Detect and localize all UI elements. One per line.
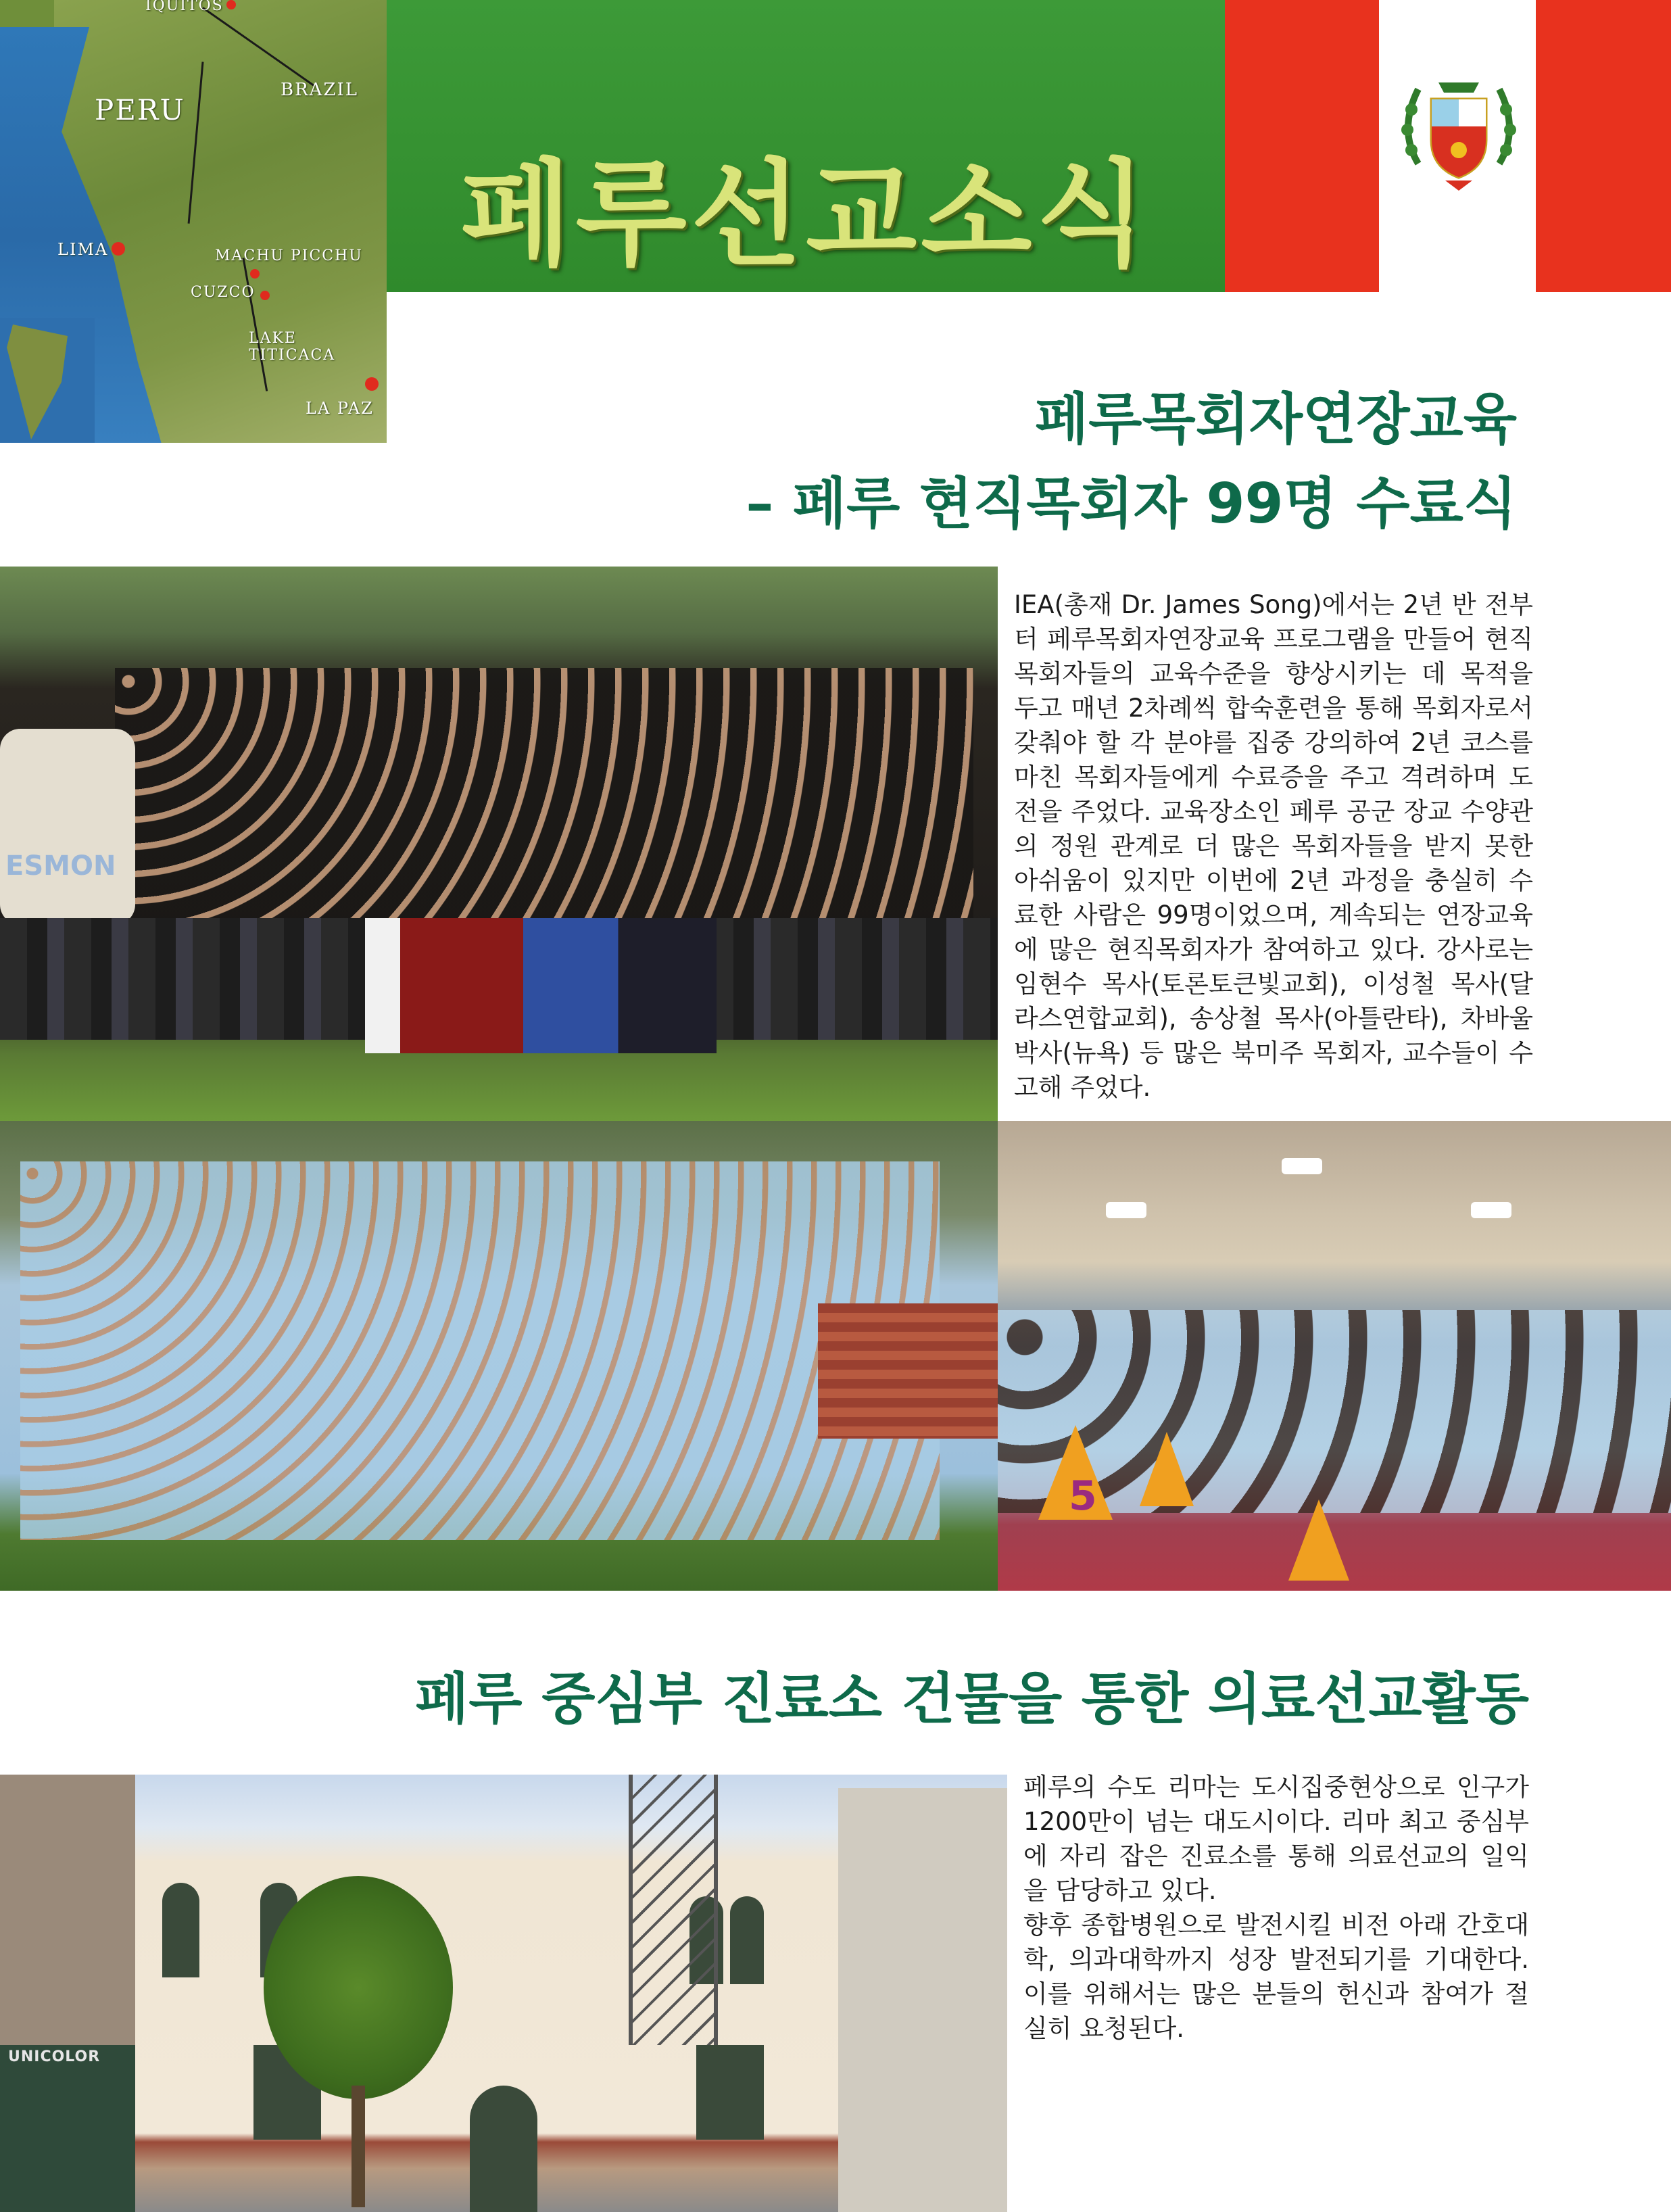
clinic-building-photo [0, 1775, 1007, 2212]
lima-marker [112, 242, 125, 256]
peru-flag-red-left [1225, 0, 1379, 292]
la-paz-marker [365, 377, 379, 391]
machu-picchu-marker [250, 269, 260, 279]
worship-hall-photo [998, 1121, 1671, 1591]
map-label-iquitos: IQUITOS [145, 0, 224, 14]
peru-flag-red-right [1536, 0, 1671, 292]
peru-coat-of-arms-icon [1391, 62, 1526, 197]
iquitos-marker [226, 0, 236, 9]
section1-title: 페루목회자연장교육 [1035, 387, 1517, 452]
map-label-machu-picchu: MACHU PICCHU [215, 247, 363, 264]
map-label-la-paz: LA PAZ [306, 399, 374, 418]
cuzco-marker [260, 291, 270, 300]
peru-map [0, 0, 387, 443]
esmon-sign: ESMON [0, 729, 135, 925]
map-label-brazil: BRAZIL [281, 80, 359, 100]
pastors-group-photo [0, 1121, 998, 1591]
section2-paragraph-a: 페루의 수도 리마는 도시집중현상으로 인구가 1200만이 넘는 대도시이다. 리마 최고 중심부에 자리 잡은 진료소를 통해 의료선교의 일익을 담당하고 있다. [1023, 1773, 1529, 1905]
section1-paragraph: IEA(총재 Dr. James Song)에서는 2년 반 전부터 페루목회자연장교육 프로그램을 만들어 현직목회자들의 교육수준을 향상시키는 데 목적을 두고 매년 2차례씩 합숙훈련을 통해 목회자로서 갖춰야 할 각 분야를 집중 강의하여 2년 코스를 마친 목회자들에게 수료증을 주고 격려하며 도전을 주었다. 교육장소인 페루 공군 장교 수양관의 정원 관계로 더 많은 목회자들을 받지 못한 아쉬움이 있지만 이번에 2년 과정을 충실히 수료한 사람은 99명이었으며, 계속되는 연장교육에 많은 현직목회자가 참여하고 있다. 강사로는 임현수 목사(토론토큰빛교회), 이성철 목사(달라스연합교회), 송상철 목사(아틀란타), 차바울 박사(뉴욕) 등 많은 북미주 목회자, 교수들이 수고해 주었다. [1014, 590, 1533, 1102]
map-label-lake-titicaca: LAKE TITICACA [249, 330, 336, 364]
section2-title: 페루 중심부 진료소 건물을 통한 의료선교활동 [415, 1667, 1529, 1731]
section2-paragraph-b: 향후 종합병원으로 발전시킬 비전 아래 간호대학, 의과대학까지 성장 발전되기를 기대한다. 이를 위해서는 많은 분들의 헌신과 참여가 절실히 요청된다. [1023, 1910, 1529, 2043]
map-label-peru: PERU [95, 93, 185, 126]
table-card-number: 5 [1069, 1472, 1097, 1520]
map-label-lima: LIMA [57, 240, 109, 259]
banner-title: 페루선교소식 [460, 148, 1151, 282]
section1-subtitle: – 페루 현직목회자 99명 수료식 [746, 472, 1517, 536]
section2-text [1023, 1770, 1529, 2046]
graduation-group-photo [0, 567, 998, 1121]
unicolor-shop-sign: UNICOLOR [8, 2048, 101, 2065]
map-label-cuzco: CUZCO [191, 284, 256, 301]
